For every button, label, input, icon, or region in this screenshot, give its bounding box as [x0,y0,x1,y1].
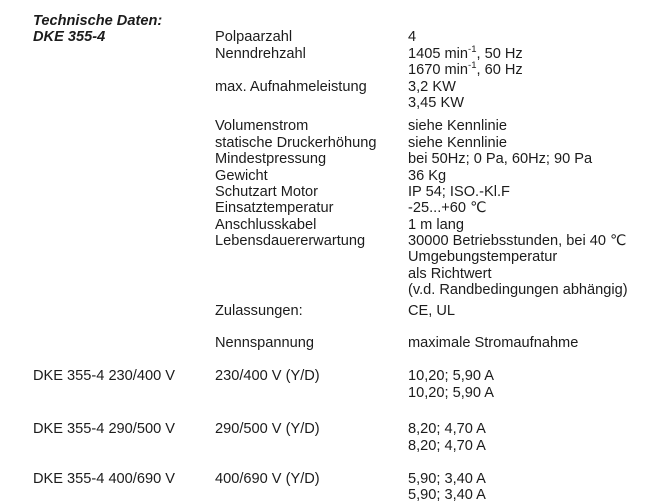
spec-label: statische Druckerhöhung [215,134,377,151]
spec-value: siehe Kennlinie [408,118,507,135]
table-header-row [33,335,654,351]
spec-value: IP 54; ISO.-Kl.F [408,183,510,200]
variant-row [33,385,654,401]
spec-value: bei 50Hz; 0 Pa, 60Hz; 90 Pa [408,151,593,168]
spec-row [33,79,654,95]
variant-row [33,471,654,487]
spec-row [33,266,654,282]
spec-label: max. Aufnahmeleistung [215,78,367,95]
blank-line [33,454,654,470]
spec-value: (v.d. Randbedingungen abhängig) [408,282,628,299]
spec-label: Mindestpressung [215,151,327,168]
spec-label: Einsatztemperatur [215,200,334,217]
spec-label: Nenndrehzahl [215,45,306,62]
spec-label: Polpaarzahl [215,29,293,46]
spec-value: siehe Kennlinie [408,134,507,151]
spec-value: 1670 $\min^{-1}$, 60 Hz [408,60,523,79]
variant-name: DKE 355-4 290/500 V [33,421,175,438]
spec-row [33,118,654,134]
header-row [33,13,654,29]
spec-row [33,95,654,111]
spec-row [33,282,654,298]
blank-line [33,352,654,368]
spec-row [33,249,654,265]
spec-label: Schutzart Motor [215,183,319,200]
variant-name: DKE 355-4 400/690 V [33,470,175,487]
spec-row [33,217,654,233]
spec-label: Zulassungen: [215,302,303,319]
spec-row [33,184,654,200]
spec-label: Lebensdauererwartung [215,233,366,250]
variant-current: 5,90; 3,40 A [408,486,486,503]
variant-current: 10,20; 5,90 A [408,368,495,385]
blank-line [33,401,654,417]
variant-row [33,368,654,384]
spec-value: 3,2 KW [408,78,456,95]
spec-value: CE, UL [408,302,456,319]
spec-value: 3,45 KW [408,94,464,111]
spec-value: 1 m lang [408,216,464,233]
spec-value: 36 Kg [408,167,447,184]
spec-value: -25...+60 ℃ [408,200,487,217]
variant-voltage: 400/690 V (Y/D) [215,470,320,487]
spec-row [33,29,654,45]
spec-label: Anschlusskabel [215,216,317,233]
column-header-voltage: Nennspannung [215,335,314,352]
variant-voltage: 290/500 V (Y/D) [215,421,320,438]
variant-current: 8,20; 4,70 A [408,437,486,454]
spec-row [33,303,654,319]
spec-row [33,151,654,167]
blank-line [33,319,654,335]
spec-row [33,135,654,151]
spec-label: Gewicht [215,167,268,184]
spec-value: 4 [408,29,417,46]
variant-voltage: 230/400 V (Y/D) [215,368,320,385]
variant-name: DKE 355-4 230/400 V [33,368,175,385]
doc-title: Technische Daten: [33,13,163,29]
variant-current: 10,20; 5,90 A [408,384,495,401]
superscript: -1 [468,43,477,55]
model-name: DKE 355-4 [33,29,106,46]
spec-row [33,200,654,216]
spec-row [33,43,654,62]
column-header-current: maximale Stromaufnahme [408,335,579,352]
spec-label: Volumenstrom [215,118,309,135]
spec-value: 1405 $\min^{-1}$, 50 Hz [408,43,523,62]
section-gap [33,111,654,118]
spec-row [33,168,654,184]
variant-row [33,438,654,454]
variant-current: 8,20; 4,70 A [408,421,486,438]
spec-row [33,62,654,78]
spec-row [33,233,654,249]
superscript: -1 [468,60,477,72]
spec-value: 30000 Betriebsstunden, bei 40 ℃ [408,233,627,250]
spec-value: als Richtwert [408,265,492,282]
variant-current: 5,90; 3,40 A [408,470,486,487]
variant-row [33,421,654,437]
spec-value: Umgebungstemperatur [408,249,558,266]
variant-row [33,487,654,503]
